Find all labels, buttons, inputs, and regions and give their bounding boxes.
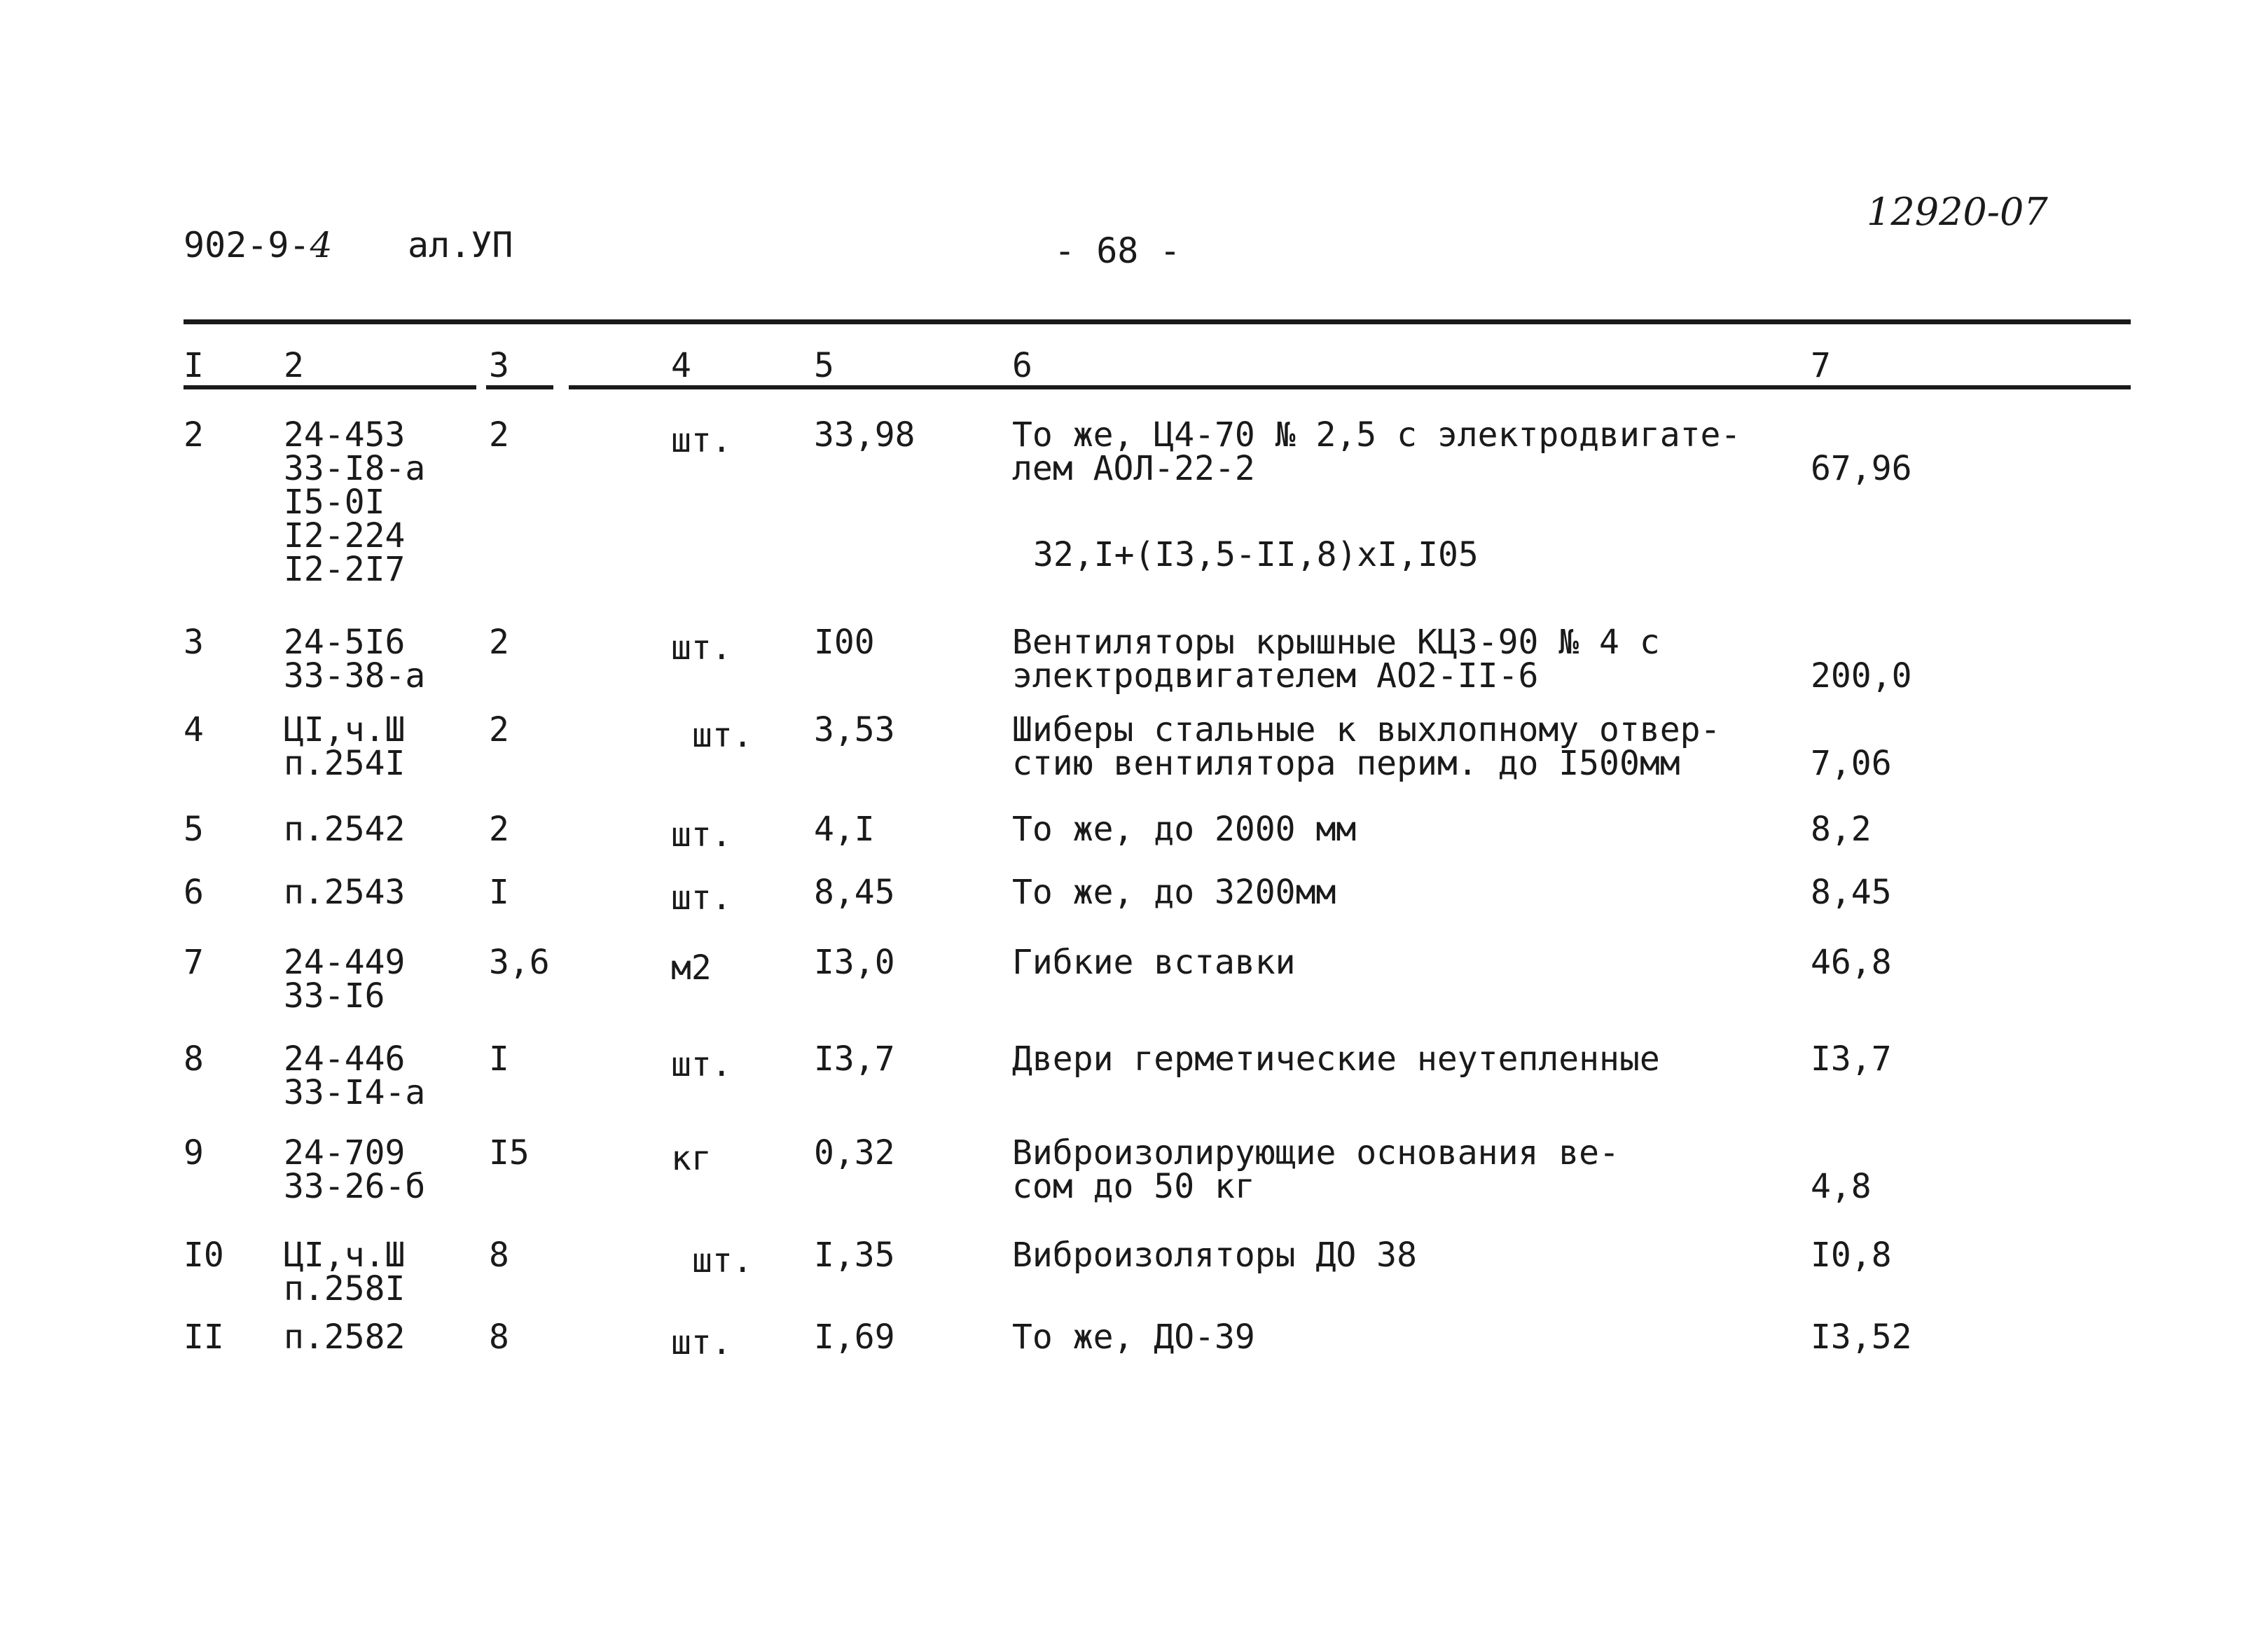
catalog-reference: п.258I	[284, 1269, 406, 1308]
unit-price: 8,45	[814, 873, 895, 912]
catalog-reference: 24-453	[284, 415, 406, 455]
quantity: 2	[489, 710, 509, 749]
unit-price: 4,I	[814, 810, 875, 849]
quantity: I	[489, 1039, 509, 1079]
column-number: 7	[1811, 346, 1831, 385]
row-number: 9	[184, 1133, 204, 1173]
quantity: 2	[489, 415, 509, 455]
unit-price: I,35	[814, 1236, 895, 1275]
column-rule-3	[486, 385, 553, 389]
item-description: Двери герметические неутепленные	[1012, 1039, 1660, 1079]
unit: шт.	[671, 878, 732, 918]
catalog-reference: 33-I6	[284, 976, 385, 1016]
column-number: 2	[284, 346, 304, 385]
total-price: I3,7	[1811, 1039, 1892, 1079]
row-number: 7	[184, 943, 204, 982]
total-price: 4,8	[1811, 1167, 1872, 1206]
item-description: сом до 50 кг	[1012, 1167, 1255, 1206]
document-code	[184, 226, 332, 265]
total-price: 46,8	[1811, 943, 1892, 982]
total-price: 67,96	[1811, 449, 1912, 488]
catalog-reference: п.2582	[284, 1318, 406, 1357]
catalog-reference: 33-I8-а	[284, 449, 426, 488]
document-code-handwritten: 4	[310, 225, 333, 265]
column-number: 4	[671, 346, 691, 385]
catalog-reference: 33-26-б	[284, 1167, 426, 1206]
unit-price: 33,98	[814, 415, 915, 455]
catalog-reference: 24-709	[284, 1133, 406, 1173]
unit-price: I,69	[814, 1318, 895, 1357]
catalog-reference: 33-I4-а	[284, 1073, 426, 1112]
total-price: 8,2	[1811, 810, 1872, 849]
unit-price: 0,32	[814, 1133, 895, 1173]
top-rule	[184, 319, 2131, 324]
quantity: I5	[489, 1133, 530, 1173]
column-rule-1-2	[184, 385, 476, 389]
unit: кг	[671, 1139, 712, 1178]
catalog-reference: 24-5I6	[284, 623, 406, 662]
column-number: 5	[814, 346, 834, 385]
catalog-reference: I2-2I7	[284, 550, 406, 589]
catalog-reference: 24-446	[284, 1039, 406, 1079]
item-description: Виброизоляторы ДО 38	[1012, 1236, 1417, 1275]
unit: шт.	[671, 421, 732, 460]
row-number: II	[184, 1318, 224, 1357]
item-description: Вентиляторы крышные КЦ3-90 № 4 с	[1012, 623, 1660, 662]
column-number: 6	[1012, 346, 1032, 385]
column-number: I	[184, 346, 204, 385]
item-description: То же, до 2000 мм	[1012, 810, 1357, 849]
unit: шт.	[692, 716, 753, 755]
item-description: лем АОЛ-22-2	[1012, 449, 1255, 488]
page-number: - 68 -	[1054, 230, 1181, 271]
column-rule-4-7	[569, 385, 2131, 389]
catalog-reference: п.2542	[284, 810, 406, 849]
unit-price: 3,53	[814, 710, 895, 749]
item-description: электродвигателем АО2-II-6	[1012, 656, 1539, 696]
catalog-reference: п.254I	[284, 744, 406, 783]
total-price: 7,06	[1811, 744, 1892, 783]
quantity: 2	[489, 810, 509, 849]
catalog-reference: 33-38-а	[284, 656, 426, 696]
catalog-reference: 24-449	[284, 943, 406, 982]
row-number: 2	[184, 415, 204, 455]
album-label: ал.УП	[408, 225, 513, 265]
unit-price: I3,0	[814, 943, 895, 982]
unit-price: I00	[814, 623, 875, 662]
item-description: Шиберы стальные к выхлопному отвер-	[1012, 710, 1721, 749]
item-description: стию вентилятора перим. до I500мм	[1012, 744, 1680, 783]
unit: шт.	[671, 1323, 732, 1362]
unit: м2	[671, 948, 712, 988]
unit-price: I3,7	[814, 1039, 895, 1079]
quantity: I	[489, 873, 509, 912]
total-price: 200,0	[1811, 656, 1912, 696]
catalog-reference: ЦI,ч.Ш	[284, 1236, 406, 1275]
quantity: 2	[489, 623, 509, 662]
unit: шт.	[671, 815, 732, 855]
quantity: 8	[489, 1236, 509, 1275]
item-description: То же, Ц4-70 № 2,5 с электродвигате-	[1012, 415, 1741, 455]
column-number: 3	[489, 346, 509, 385]
row-number: 3	[184, 623, 204, 662]
quantity: 3,6	[489, 943, 550, 982]
item-description: То же, до 3200мм	[1012, 873, 1336, 912]
unit: шт.	[671, 628, 732, 668]
price-formula: 32,I+(I3,5-II,8)xI,I05	[1033, 535, 1479, 574]
catalog-reference: I5-0I	[284, 483, 385, 522]
row-number: 8	[184, 1039, 204, 1079]
unit: шт.	[671, 1045, 732, 1084]
catalog-reference: ЦI,ч.Ш	[284, 710, 406, 749]
quantity: 8	[489, 1318, 509, 1357]
archive-stamp-number: 12920-07	[1867, 190, 2048, 234]
item-description: Виброизолирующие основания ве-	[1012, 1133, 1619, 1173]
row-number: 5	[184, 810, 204, 849]
item-description: Гибкие вставки	[1012, 943, 1296, 982]
total-price: I3,52	[1811, 1318, 1912, 1357]
document-code-printed: 902-9-	[184, 225, 310, 265]
unit: шт.	[692, 1241, 753, 1280]
row-number: 4	[184, 710, 204, 749]
catalog-reference: п.2543	[284, 873, 406, 912]
total-price: 8,45	[1811, 873, 1892, 912]
row-number: 6	[184, 873, 204, 912]
total-price: I0,8	[1811, 1236, 1892, 1275]
item-description: То же, ДО-39	[1012, 1318, 1255, 1357]
catalog-reference: I2-224	[284, 516, 406, 555]
row-number: I0	[184, 1236, 224, 1275]
